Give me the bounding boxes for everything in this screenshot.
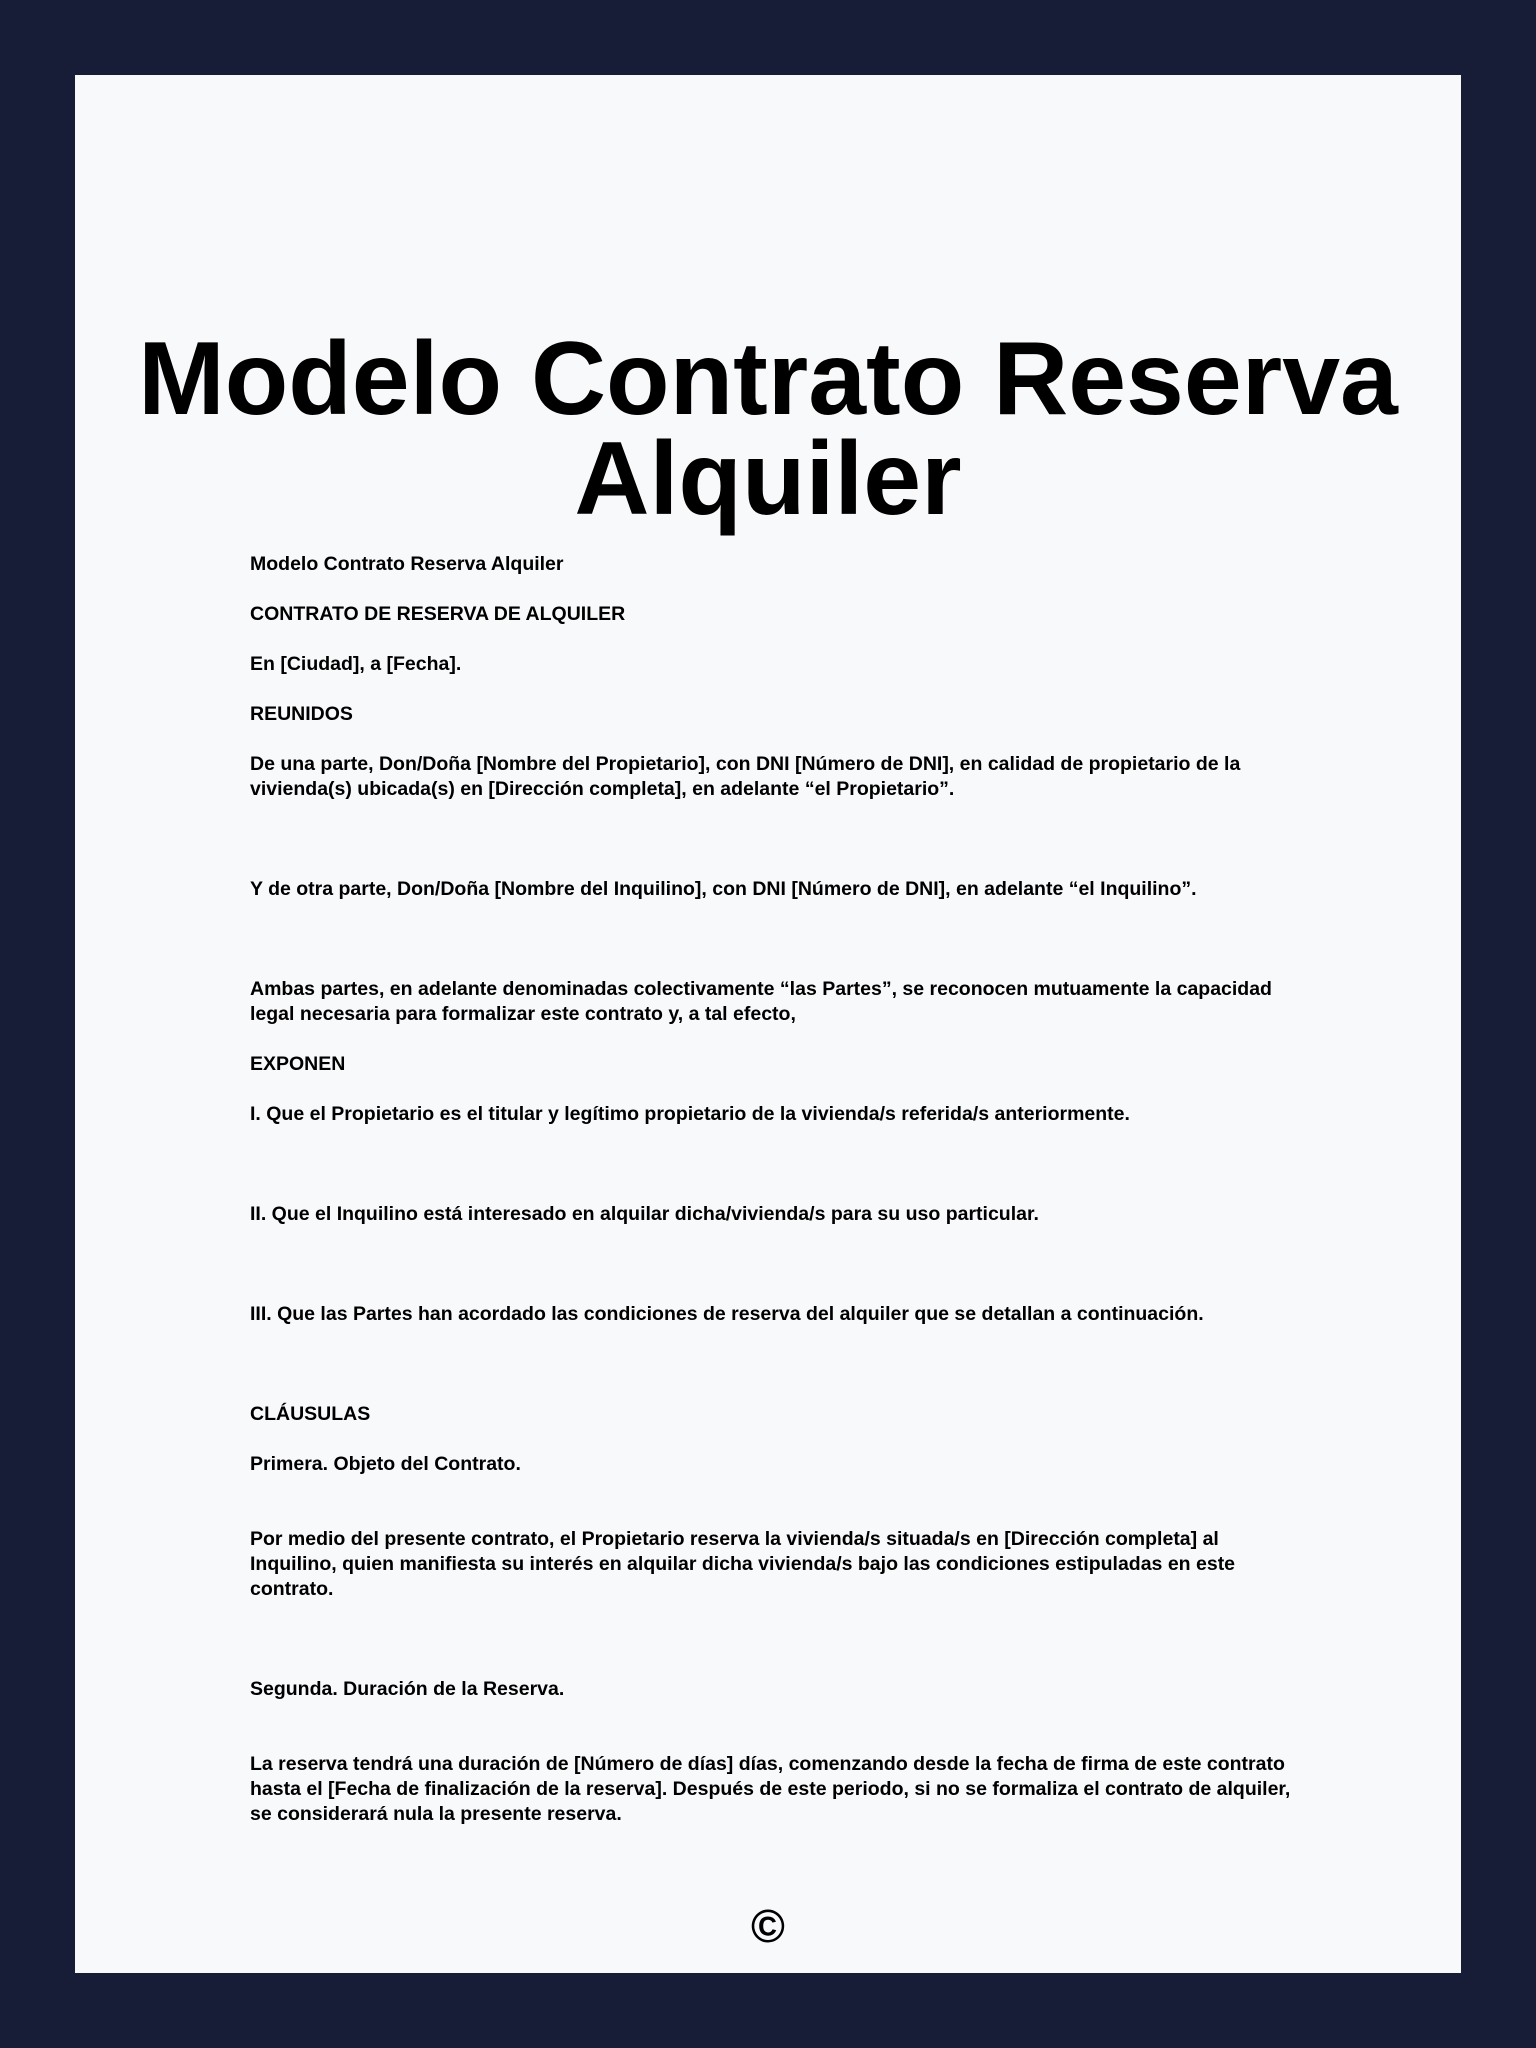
paragraph-doc-heading: Modelo Contrato Reserva Alquiler xyxy=(250,553,564,575)
paragraph-reunidos: REUNIDOS xyxy=(250,703,353,725)
paragraph-expone-2: II. Que el Inquilino está interesado en alquilar dicha/vivienda/s para su uso particular. xyxy=(250,1203,1039,1225)
paragraph-clausulas: CLÁUSULAS xyxy=(250,1403,371,1425)
paragraph-contract-title: CONTRATO DE RESERVA DE ALQUILER xyxy=(250,603,626,625)
document-title: Modelo Contrato Reserva Alquiler xyxy=(138,321,1398,537)
paragraph-parties: Ambas partes, en adelante denominadas colectivamente “las Partes”, se reconocen mutuamente la capacidad legal necesaria para formalizar este contrato y, a tal efecto, xyxy=(250,978,1272,1025)
paragraph-tenant: Y de otra parte, Don/Doña [Nombre del Inquilino], con DNI [Número de DNI], en adelante “el Inquilino”. xyxy=(250,878,1197,900)
copyright-icon: © xyxy=(751,1900,785,1952)
document-page xyxy=(75,75,1461,1973)
paragraph-exponen: EXPONEN xyxy=(250,1053,346,1075)
paragraph-clause-1-title: Primera. Objeto del Contrato. xyxy=(250,1453,521,1475)
paragraph-place-date: En [Ciudad], a [Fecha]. xyxy=(250,653,462,675)
paragraph-expone-1: I. Que el Propietario es el titular y legítimo propietario de la vivienda/s referida/s anteriormente. xyxy=(250,1103,1130,1125)
paragraph-clause-1-body: Por medio del presente contrato, el Propietario reserva la vivienda/s situada/s en [Dirección completa] al Inquilino, quien manifiesta su interés en alquilar dicha vivienda/s bajo las condiciones estipuladas en este contrato. xyxy=(250,1528,1236,1600)
paragraph-clause-2-body: La reserva tendrá una duración de [Número de días] días, comenzando desde la fecha de firma de este contrato hasta el [Fecha de finalización de la reserva]. Después de este periodo, si no se formaliza el contrato de alquiler, se considerará nula la presente reserva. xyxy=(250,1753,1291,1825)
paragraph-owner: De una parte, Don/Doña [Nombre del Propietario], con DNI [Número de DNI], en calidad de propietario de la vivienda(s) ubicada(s) en [Dirección completa], en adelante “el Propietario”. xyxy=(250,753,1241,800)
paragraph-clause-2-title: Segunda. Duración de la Reserva. xyxy=(250,1678,565,1700)
paragraph-expone-3: III. Que las Partes han acordado las condiciones de reserva del alquiler que se detallan a continuación. xyxy=(250,1303,1204,1325)
